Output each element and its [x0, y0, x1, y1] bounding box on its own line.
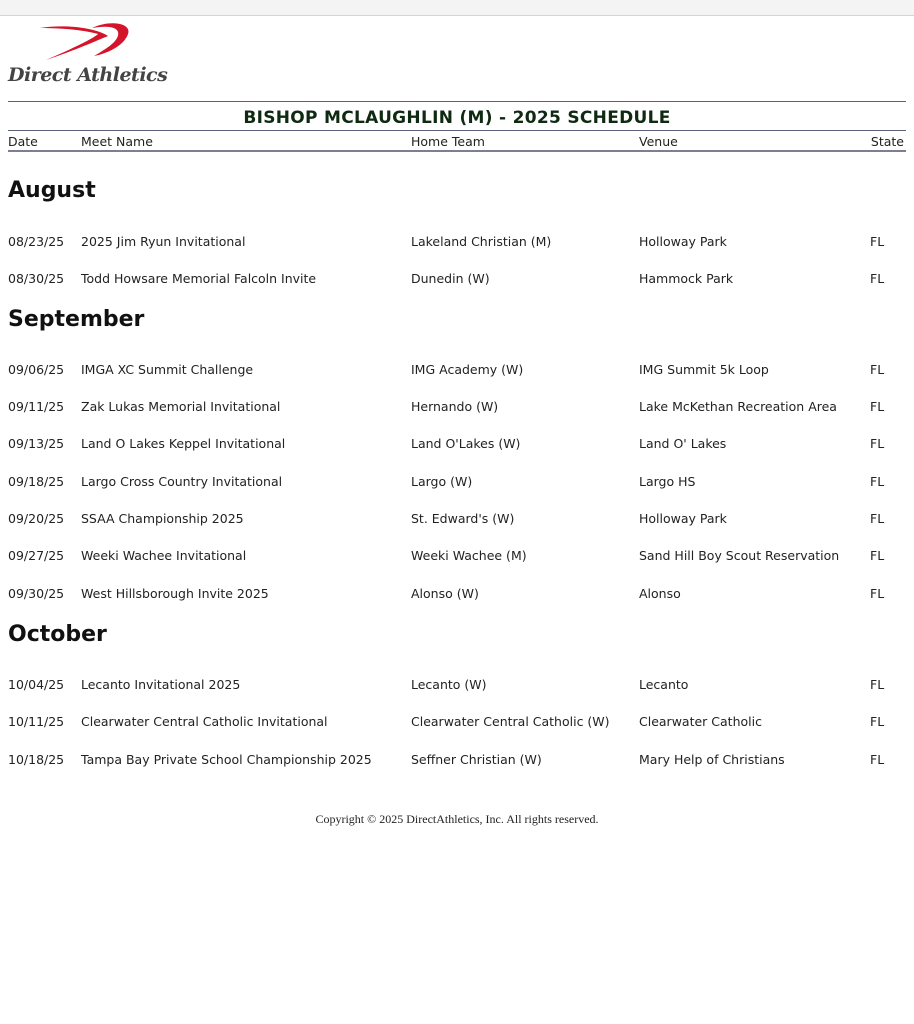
meet-name-link[interactable]: Zak Lukas Memorial Invitational	[81, 399, 281, 414]
home-team: Land O'Lakes (W)	[411, 436, 521, 451]
state: FL	[870, 677, 885, 692]
table-row	[0, 752, 914, 770]
home-team: Hernando (W)	[411, 399, 499, 414]
header-bottom-rule	[8, 150, 906, 152]
meet-date: 09/11/25	[8, 399, 65, 414]
venue: Land O' Lakes	[639, 436, 727, 451]
state: FL	[870, 436, 885, 451]
meet-date: 08/23/25	[8, 234, 65, 249]
state: FL	[870, 234, 885, 249]
venue: Holloway Park	[639, 511, 727, 526]
meet-name-link[interactable]: West Hillsborough Invite 2025	[81, 586, 269, 601]
home-team: IMG Academy (W)	[411, 362, 524, 377]
copyright-footer: Copyright © 2025 DirectAthletics, Inc. All rights reserved.	[315, 812, 599, 826]
logo-text: Direct Athletics	[8, 64, 168, 86]
direct-athletics-logo[interactable]	[8, 22, 188, 88]
venue: Lake McKethan Recreation Area	[639, 399, 837, 414]
browser-top-bar	[0, 0, 914, 16]
meet-name-link[interactable]: Clearwater Central Catholic Invitational	[81, 714, 328, 729]
meet-name-link[interactable]: Tampa Bay Private School Championship 2025	[81, 752, 372, 767]
header-venue: Venue	[639, 134, 678, 149]
table-row	[0, 362, 914, 380]
home-team: Lakeland Christian (M)	[411, 234, 552, 249]
state: FL	[870, 752, 885, 767]
meet-name-link[interactable]: Lecanto Invitational 2025	[81, 677, 241, 692]
month-heading: September	[8, 307, 145, 332]
meet-date: 09/13/25	[8, 436, 65, 451]
meet-date: 10/04/25	[8, 677, 65, 692]
title-top-rule	[8, 101, 906, 102]
meet-name-link[interactable]: Weeki Wachee Invitational	[81, 548, 247, 563]
venue: Lecanto	[639, 677, 689, 692]
meet-date: 10/11/25	[8, 714, 65, 729]
venue: Holloway Park	[639, 234, 727, 249]
table-row	[0, 474, 914, 492]
venue: Sand Hill Boy Scout Reservation	[639, 548, 840, 563]
header-home-team: Home Team	[411, 134, 485, 149]
state: FL	[870, 399, 885, 414]
state: FL	[870, 586, 885, 601]
table-row	[0, 436, 914, 454]
table-row	[0, 234, 914, 252]
home-team: St. Edward's (W)	[411, 511, 515, 526]
meet-name-link[interactable]: Todd Howsare Memorial Falcoln Invite	[81, 271, 317, 286]
state: FL	[870, 714, 885, 729]
header-state: State	[870, 134, 904, 149]
meet-name-link[interactable]: IMGA XC Summit Challenge	[81, 362, 254, 377]
meet-date: 09/06/25	[8, 362, 65, 377]
state: FL	[870, 474, 885, 489]
meet-name-link[interactable]: Largo Cross Country Invitational	[81, 474, 283, 489]
home-team: Lecanto (W)	[411, 677, 487, 692]
home-team: Alonso (W)	[411, 586, 479, 601]
table-row	[0, 714, 914, 732]
venue: Largo HS	[639, 474, 696, 489]
title-bottom-rule	[8, 130, 906, 131]
venue: Clearwater Catholic	[639, 714, 762, 729]
meet-date: 09/30/25	[8, 586, 65, 601]
state: FL	[870, 511, 885, 526]
state: FL	[870, 548, 885, 563]
table-row	[0, 677, 914, 695]
month-heading: August	[8, 178, 96, 203]
state: FL	[870, 271, 885, 286]
home-team: Largo (W)	[411, 474, 473, 489]
table-row	[0, 548, 914, 566]
table-row	[0, 271, 914, 289]
venue: Hammock Park	[639, 271, 734, 286]
header-date: Date	[8, 134, 38, 149]
venue: Alonso	[639, 586, 681, 601]
home-team: Weeki Wachee (M)	[411, 548, 527, 563]
table-row	[0, 586, 914, 604]
meet-date: 08/30/25	[8, 271, 65, 286]
home-team: Seffner Christian (W)	[411, 752, 542, 767]
header-meet-name: Meet Name	[81, 134, 153, 149]
logo-swoosh-icon	[36, 22, 136, 62]
meet-name-link[interactable]: 2025 Jim Ryun Invitational	[81, 234, 246, 249]
meet-name-link[interactable]: Land O Lakes Keppel Invitational	[81, 436, 286, 451]
home-team: Clearwater Central Catholic (W)	[411, 714, 610, 729]
month-heading: October	[8, 622, 107, 647]
venue: IMG Summit 5k Loop	[639, 362, 769, 377]
table-header	[0, 134, 914, 150]
meet-name-link[interactable]: SSAA Championship 2025	[81, 511, 244, 526]
table-row	[0, 399, 914, 417]
table-row	[0, 511, 914, 529]
state: FL	[870, 362, 885, 377]
meet-date: 10/18/25	[8, 752, 65, 767]
meet-date: 09/20/25	[8, 511, 65, 526]
home-team: Dunedin (W)	[411, 271, 490, 286]
meet-date: 09/18/25	[8, 474, 65, 489]
venue: Mary Help of Christians	[639, 752, 785, 767]
page-title: BISHOP MCLAUGHLIN (M) - 2025 SCHEDULE	[243, 108, 671, 128]
meet-date: 09/27/25	[8, 548, 65, 563]
